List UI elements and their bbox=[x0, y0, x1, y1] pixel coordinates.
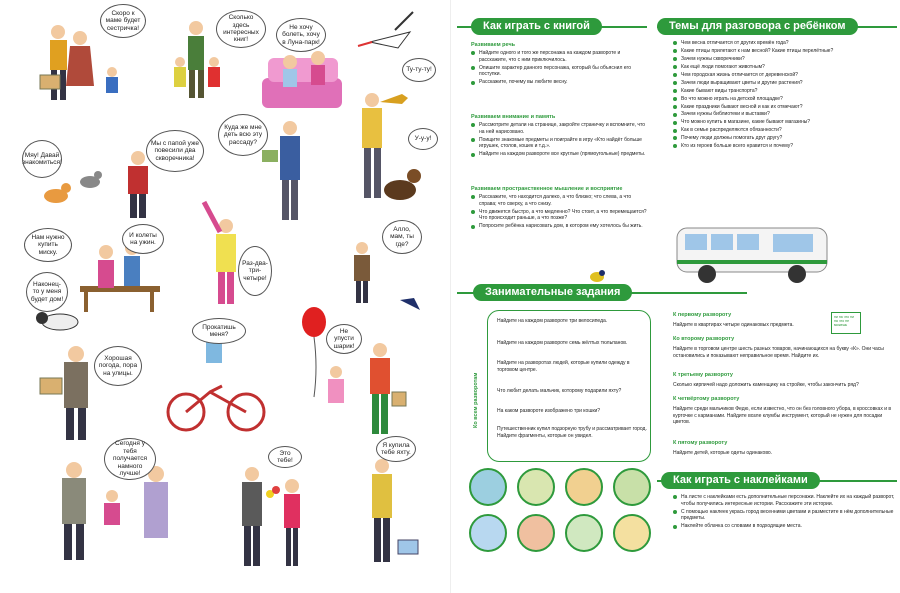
speech-bubble: Не хочу болеть, хочу в Луна-парк! bbox=[276, 18, 326, 52]
task-item: Найдите на каждом развороте семь жёлтых тюльпанов. bbox=[497, 340, 628, 346]
task-item: Что любит делать мальчик, которому подарили яхту? bbox=[497, 388, 622, 394]
speech-bubble: Алло, мам, ты где? bbox=[382, 220, 422, 254]
list-item: С помощью наклеек укрась город весенними цветами и разместите в нём дополнительные предметы. bbox=[673, 509, 895, 523]
task-item: Найдите на каждом развороте три велосипеда. bbox=[497, 318, 608, 324]
fragment-circle bbox=[613, 468, 651, 506]
swallow-figure bbox=[400, 298, 420, 310]
list-item: Зачем нужны скворечники? bbox=[673, 56, 895, 63]
list-item: На листе с наклейками есть дополнительные персонажи. Наклейте их на каждый разворот, чтобы получились интересные истории. Расскажите эти истории. bbox=[673, 494, 895, 508]
speech-bubble: Хорошая погода, пора на улицы. bbox=[94, 346, 142, 386]
conductor-figure bbox=[204, 202, 236, 304]
spread-heading: К первому развороту bbox=[673, 312, 732, 318]
phone-girl-figure bbox=[354, 242, 370, 303]
subsection-heading: Развиваем внимание и память bbox=[471, 114, 556, 120]
bird-icon bbox=[587, 268, 607, 284]
spread-heading: К третьему развороту bbox=[673, 372, 733, 378]
text-page bbox=[450, 0, 900, 593]
fragment-circle bbox=[517, 468, 555, 506]
sign-sticker: ни на что ни на что не можешь bbox=[831, 312, 861, 334]
book-speech-list bbox=[471, 50, 647, 87]
speech-bubble: Ту-ту-ту! bbox=[402, 58, 436, 82]
list-item: Как в семье распределяются обязанности? bbox=[673, 127, 895, 134]
list-item: Попросите ребёнка нарисовать дом, в котором ему хотелось бы жить. bbox=[471, 223, 647, 230]
list-item: Во что можно играть на детской площадке? bbox=[673, 96, 895, 103]
section-title-topics: Темы для разговора с ребёнком bbox=[657, 18, 858, 35]
book-space-list bbox=[471, 194, 647, 231]
list-item: Наклейте облачка со словами в подходящие места. bbox=[673, 523, 895, 530]
list-item: Найдите одного и того же персонажа на каждом развороте и расскажите, что с ним приключилось. bbox=[471, 50, 647, 64]
list-item: Поищите знакомые предметы и поиграйте в игру «Кто найдёт больше игрушек, столов, кошек и т.д.». bbox=[471, 137, 647, 151]
spread-task: Найдите в квартирах четыре одинаковых предмета. bbox=[673, 322, 794, 328]
speech-bubble: Нам нужно купить миску. bbox=[24, 228, 72, 262]
list-item: Как ещё люди помогают животным? bbox=[673, 64, 895, 71]
section-title-book: Как играть с книгой bbox=[471, 18, 602, 35]
list-item: Зачем нужны библиотеки и выставки? bbox=[673, 111, 895, 118]
speech-bubble: Раз-два-три-четыре! bbox=[238, 246, 272, 296]
fragment-circle bbox=[565, 468, 603, 506]
sofa-figure bbox=[262, 51, 342, 108]
spread-heading: Ко второму развороту bbox=[673, 336, 735, 342]
list-item: Зачем люди выращивают цветы и другие растения? bbox=[673, 80, 895, 87]
task-item: Найдите на разворотах людей, которые купили одежду в торговом центре. bbox=[497, 360, 630, 373]
speech-bubble: У-у-у! bbox=[408, 128, 438, 150]
book-attention-list bbox=[471, 122, 647, 159]
speech-bubble: Сколько здесь интересных книг! bbox=[216, 10, 266, 48]
minibus-illustration bbox=[673, 220, 843, 290]
subsection-heading: Развиваем пространственное мышление и восприятие bbox=[471, 186, 623, 192]
task-item: Путешественник купил подзорную трубу и рассматривает город. Найдите фрагменты, которые он увидел. bbox=[497, 426, 647, 439]
speech-bubble: Мяу! Давай знакомиться! bbox=[22, 140, 62, 178]
shopping-woman-figure bbox=[370, 343, 406, 434]
list-item: Чем городская жизнь отличается от деревенской? bbox=[673, 72, 895, 79]
section-title-stickers: Как играть с наклейками bbox=[661, 472, 820, 489]
spread-task: Сколько кирпичей надо доложить каменщику на стройке, чтобы закончить ряд? bbox=[673, 382, 859, 388]
list-item: Опишите характер данного персонажа, который бы объяснил его поступки. bbox=[471, 65, 647, 79]
sleeping-dog-figure bbox=[36, 312, 78, 330]
list-item: Чем весна отличается от других времён года? bbox=[673, 40, 895, 47]
spread-heading: К пятому развороту bbox=[673, 440, 728, 446]
list-item: Найдите на каждом развороте все круглые (прямоугольные) предметы. bbox=[471, 151, 647, 158]
list-item: Что движется быстро, а что медленно? Что стоит, а что перемещается? Что происходит раньше, а что позже? bbox=[471, 209, 647, 223]
speech-bubble: Сегодня у тебя получается намного лучше! bbox=[104, 438, 156, 480]
speech-bubble: Я купила тебе яхту. bbox=[376, 436, 416, 462]
speech-bubble: И колеты на ужин. bbox=[122, 224, 164, 254]
list-item: Какие праздники бывают весной и как их отмечают? bbox=[673, 104, 895, 111]
old-man-figure bbox=[40, 346, 88, 440]
fragment-circle bbox=[565, 514, 603, 552]
cats-figure bbox=[44, 171, 102, 203]
flowers-couple-figure bbox=[242, 467, 300, 566]
dog-figure bbox=[384, 169, 421, 200]
spread-task: Найдите в торговом центре шесть разных товаров, начинающихся на букву «К». Они часы остановились и показывают неправильное время. Найдите их. bbox=[673, 346, 884, 359]
spread-task: Найдите детей, которые одеты одинаково. bbox=[673, 450, 773, 456]
list-item: Расскажите, почему вы любите весну. bbox=[471, 79, 647, 86]
list-item: Рассмотрите детали на странице, закройте страничку и вспомните, что на ней нарисовано. bbox=[471, 122, 647, 136]
general-tasks-box bbox=[487, 310, 651, 462]
speech-bubble: Куда же мне деть всю эту рассаду? bbox=[218, 114, 268, 156]
section-title-tasks: Занимательные задания bbox=[473, 284, 632, 301]
stickers-list bbox=[673, 494, 895, 531]
subsection-heading: Развиваем речь bbox=[471, 42, 516, 48]
speech-bubble: Мы с папой уже повесили два скворечника! bbox=[146, 130, 204, 172]
books-figure bbox=[174, 21, 220, 98]
list-item: Какие птицы прилетают к нам весной? Какие птицы перелётные? bbox=[673, 48, 895, 55]
fragment-circle bbox=[469, 514, 507, 552]
boy-birdhouse-figure bbox=[128, 151, 148, 218]
yacht-woman-figure bbox=[372, 459, 418, 562]
spread-task: Найдите среди мальчиков Федю, если известно, что он без головного убора, в кроссовках и в курточке с карманами. Найдите возле клумбы инструмент, который не нужен для посадки цветов. bbox=[673, 406, 892, 425]
list-item: Что можно купить в магазине, какие бывают магазины? bbox=[673, 119, 895, 126]
task-item: На каком развороте изображено три кошки? bbox=[497, 408, 601, 414]
fragment-circle bbox=[613, 514, 651, 552]
speech-bubble: Это тебе! bbox=[268, 446, 302, 468]
speech-bubble: Прокатишь меня? bbox=[192, 318, 246, 344]
balloon-figure bbox=[302, 307, 344, 403]
speech-bubble: Скоро к маме будет сестричка! bbox=[100, 4, 146, 38]
topics-list bbox=[673, 40, 895, 151]
spread-heading: К четвёртому развороту bbox=[673, 396, 740, 402]
general-tasks-label: Ко всем разворотам bbox=[473, 372, 479, 428]
speech-bubble: Не упусти шарик! bbox=[326, 324, 362, 354]
list-item: Какие бывают виды транспорта? bbox=[673, 88, 895, 95]
list-item: Расскажите, что находится далеко, а что близко; что слева, а что справа; что сверху, а что снизу. bbox=[471, 194, 647, 208]
list-item: Почему люди должны помогать друг другу? bbox=[673, 135, 895, 142]
fragment-circle bbox=[469, 468, 507, 506]
speech-bubble: Наконец-то у меня будет дом! bbox=[26, 272, 68, 312]
family-figure bbox=[40, 25, 118, 100]
fragment-circle bbox=[517, 514, 555, 552]
list-item: Кто из героев больше всего нравится и почему? bbox=[673, 143, 895, 150]
stork-figure bbox=[358, 12, 413, 48]
